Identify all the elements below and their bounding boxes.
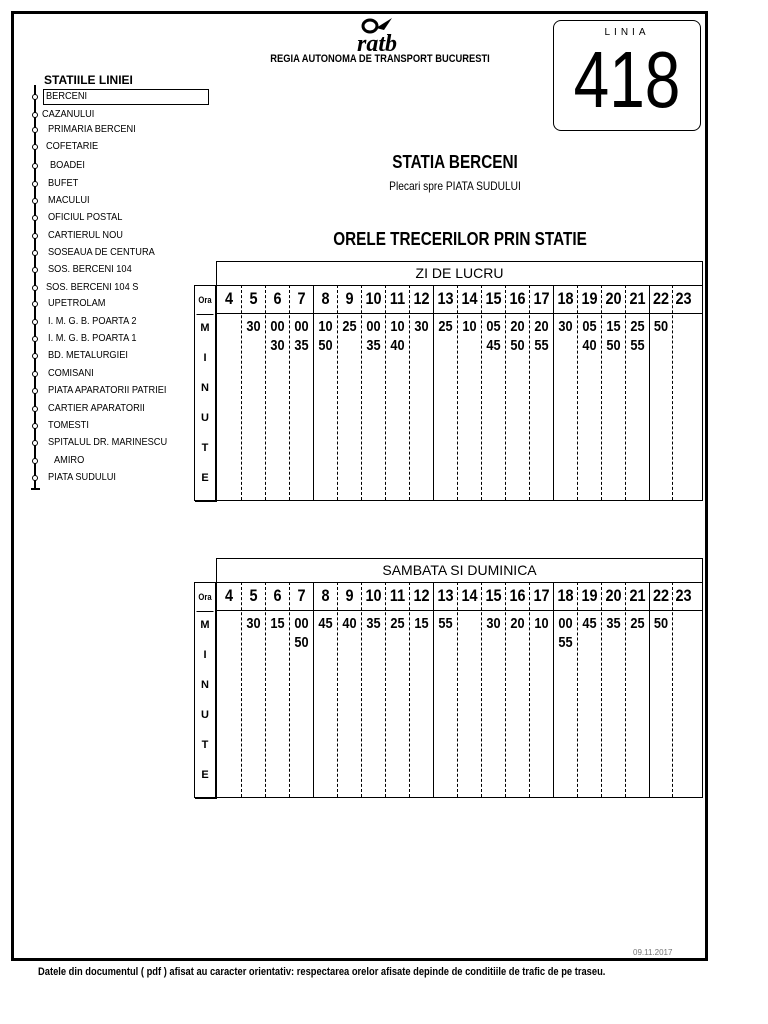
minutes-label-letter: E: [201, 769, 209, 781]
timetable-header: SAMBATA SI DUMINICA: [216, 558, 703, 583]
stop-name: COFETARIE: [46, 140, 99, 152]
hour-label: 21: [629, 289, 646, 308]
timetable-grid: [216, 582, 703, 798]
departure-minute: 25: [438, 318, 453, 335]
departure-minute: 45: [486, 337, 501, 354]
minutes-label-letter: U: [201, 412, 209, 424]
departure-minute: 05: [486, 318, 501, 335]
stop-name: BERCENI: [46, 90, 88, 102]
departure-minute: 45: [582, 615, 597, 632]
hour-label: 19: [581, 586, 598, 605]
hour-column: [505, 285, 529, 500]
hour-label: 15: [485, 289, 502, 308]
hour-column: [385, 582, 409, 797]
hour-label: 20: [605, 289, 622, 308]
disclaimer: Datele din documentul ( pdf ) afisat au caracter orientativ: respectarea orelor afisate depinde de conditiile de trafic de pe traseu.: [38, 966, 606, 978]
minutes-label-letter: I: [203, 352, 207, 364]
hour-label: 11: [389, 586, 406, 605]
departure-minute: 50: [510, 337, 525, 354]
departure-minute: 55: [630, 337, 645, 354]
stop-marker: [32, 250, 38, 256]
print-date: 09.11.2017: [633, 948, 673, 957]
stop-marker: [32, 94, 38, 100]
departure-minute: 25: [342, 318, 357, 335]
departure-minute: 30: [246, 318, 261, 335]
departure-minute: 25: [630, 318, 645, 335]
departure-minute: 55: [534, 337, 549, 354]
stop-marker: [32, 353, 38, 359]
hour-label: 23: [675, 289, 692, 308]
route-line-end: [31, 488, 40, 490]
stop-marker: [32, 181, 38, 187]
hour-label: 12: [413, 586, 430, 605]
minutes-label-letter: N: [201, 679, 209, 691]
departure-minute: 00: [366, 318, 381, 335]
stop-name: CARTIERUL NOU: [48, 229, 123, 241]
hour-column: [289, 285, 313, 500]
departure-minute: 55: [558, 634, 573, 651]
hour-column: [672, 582, 694, 797]
hour-label: 7: [297, 586, 306, 605]
departure-minute: 35: [606, 615, 621, 632]
hour-column: [217, 285, 241, 500]
timetable-title: ORELE TRECERILOR PRIN STATIE: [333, 229, 587, 249]
departure-minute: 10: [462, 318, 477, 335]
route-label: LINIA: [604, 27, 650, 38]
departure-minute: 15: [270, 615, 285, 632]
stop-name: MACULUI: [48, 194, 90, 206]
hour-label: 10: [365, 586, 382, 605]
stop-marker: [32, 423, 38, 429]
hour-column: [241, 582, 265, 797]
departure-minute: 55: [438, 615, 453, 632]
hour-column: [577, 285, 601, 500]
stop-marker: [32, 440, 38, 446]
timetable-header: ZI DE LUCRU: [216, 261, 703, 286]
hour-column: [361, 285, 385, 500]
hour-label: 5: [249, 289, 258, 308]
departure-minute: 50: [653, 615, 669, 632]
hour-label: 6: [273, 289, 282, 308]
departure-minute: 25: [630, 615, 645, 632]
hour-label: 5: [249, 586, 258, 605]
hour-label: 14: [461, 289, 478, 308]
departure-minute: 50: [318, 337, 333, 354]
hour-column: [553, 285, 577, 500]
minutes-label-letter: T: [201, 442, 209, 454]
hour-column: [289, 582, 313, 797]
hour-column: [457, 582, 481, 797]
departure-minute: 50: [653, 318, 669, 335]
stop-marker: [32, 301, 38, 307]
stop-marker: [32, 406, 38, 412]
stop-marker: [32, 127, 38, 133]
hour-column: [529, 582, 553, 797]
hour-column: [433, 582, 457, 797]
hour-column: [553, 582, 577, 797]
hour-label: 6: [273, 586, 282, 605]
hour-label: 17: [533, 289, 550, 308]
hour-column: [481, 582, 505, 797]
hour-label: 9: [345, 586, 354, 605]
hour-column: [265, 285, 289, 500]
hour-label: 22: [652, 289, 670, 308]
stop-marker: [32, 475, 38, 481]
hour-row-label: Ora: [197, 583, 214, 612]
hour-label: 14: [461, 586, 478, 605]
hour-column: [337, 285, 361, 500]
minutes-label-letter: I: [203, 649, 207, 661]
stop-name: SOSEAUA DE CENTURA: [48, 246, 155, 258]
stop-name: UPETROLAM: [48, 297, 106, 309]
stop-name: PIATA SUDULUI: [48, 471, 116, 483]
departure-minute: 05: [582, 318, 597, 335]
departure-minute: 00: [558, 615, 573, 632]
stop-name: CARTIER APARATORII: [48, 402, 145, 414]
departure-minute: 00: [294, 318, 309, 335]
stop-name: TOMESTI: [48, 419, 89, 431]
hour-label: 19: [581, 289, 598, 308]
departure-minute: 25: [390, 615, 405, 632]
logo-text: ratb: [356, 31, 398, 56]
hour-column: [601, 285, 625, 500]
hour-column: [625, 582, 649, 797]
departure-minute: 30: [414, 318, 429, 335]
stop-name: BUFET: [48, 177, 79, 189]
stop-name: I. M. G. B. POARTA 1: [48, 332, 137, 344]
stop-name: COMISANI: [48, 367, 94, 379]
timetable-grid: [216, 285, 703, 501]
departure-minute: 10: [390, 318, 405, 335]
hour-label: 12: [413, 289, 430, 308]
hour-column: [457, 285, 481, 500]
departure-minute: 10: [318, 318, 333, 335]
departure-minute: 30: [558, 318, 573, 335]
departure-minute: 40: [390, 337, 405, 354]
hour-label: 13: [437, 586, 454, 605]
hour-column: [409, 285, 433, 500]
hour-column: [481, 285, 505, 500]
departure-minute: 50: [606, 337, 621, 354]
hour-label: 4: [224, 586, 234, 605]
hour-label: 21: [629, 586, 646, 605]
hour-column: [313, 582, 337, 797]
stop-name: PIATA APARATORII PATRIEI: [48, 384, 167, 396]
stop-name: CAZANULUI: [42, 108, 95, 120]
hour-column: [529, 285, 553, 500]
hour-label: 11: [389, 289, 406, 308]
stop-name: AMIRO: [54, 454, 85, 466]
station-title: STATIA BERCENI: [392, 152, 518, 172]
timetable-side-column: [194, 285, 216, 501]
minutes-label-letter: M: [200, 619, 210, 631]
hour-label: 15: [485, 586, 502, 605]
departure-minute: 15: [606, 318, 621, 335]
stop-name: BOADEI: [50, 159, 85, 171]
departure-minute: 20: [534, 318, 549, 335]
hour-column: [433, 285, 457, 500]
minutes-label-letter: E: [201, 472, 209, 484]
stop-marker: [32, 233, 38, 239]
timetable-side-column: [194, 582, 216, 798]
hour-label: 7: [297, 289, 306, 308]
stop-marker: [32, 215, 38, 221]
hour-label: 16: [509, 289, 526, 308]
stop-marker: [32, 319, 38, 325]
stop-marker: [32, 371, 38, 377]
hour-column: [361, 582, 385, 797]
departure-minute: 10: [534, 615, 549, 632]
hour-column: [625, 285, 649, 500]
departure-minute: 30: [270, 337, 285, 354]
minutes-label-letter: N: [201, 382, 209, 394]
hour-column: [601, 582, 625, 797]
hour-label: 16: [509, 586, 526, 605]
stop-marker: [32, 112, 38, 118]
hour-label: 8: [321, 586, 330, 605]
hour-column: [337, 582, 361, 797]
stop-name: SOS. BERCENI 104 S: [46, 281, 139, 293]
organization-name: REGIA AUTONOMA DE TRANSPORT BUCURESTI: [270, 53, 490, 65]
stop-name: OFICIUL POSTAL: [48, 211, 123, 223]
hour-column: [265, 582, 289, 797]
route-number: 418: [573, 35, 681, 124]
stop-name: SOS. BERCENI 104: [48, 263, 132, 275]
departure-minute: 20: [510, 318, 525, 335]
departure-minute: 35: [294, 337, 309, 354]
stops-list-title: STATIILE LINIEI: [44, 73, 133, 87]
hour-column: [672, 285, 694, 500]
stop-name: PRIMARIA BERCENI: [48, 123, 136, 135]
stop-marker: [32, 285, 38, 291]
hour-column: [649, 582, 672, 797]
departure-minute: 00: [294, 615, 309, 632]
direction-label: Plecari spre PIATA SUDULUI: [389, 179, 521, 193]
departure-minute: 40: [582, 337, 597, 354]
departure-minute: 00: [270, 318, 285, 335]
hour-label: 23: [675, 586, 692, 605]
hour-label: 18: [557, 289, 574, 308]
hour-column: [649, 285, 672, 500]
hour-label: 17: [533, 586, 550, 605]
hour-column: [577, 582, 601, 797]
departure-minute: 15: [414, 615, 429, 632]
minutes-label-letter: U: [201, 709, 209, 721]
stop-marker: [32, 388, 38, 394]
departure-minute: 30: [246, 615, 261, 632]
departure-minute: 40: [342, 615, 357, 632]
stop-marker: [32, 458, 38, 464]
route-number-box: [553, 20, 701, 131]
hour-label: 10: [365, 289, 382, 308]
stop-marker: [32, 336, 38, 342]
stop-name: BD. METALURGIEI: [48, 349, 128, 361]
hour-column: [313, 285, 337, 500]
hour-column: [385, 285, 409, 500]
hour-column: [409, 582, 433, 797]
stop-marker: [32, 198, 38, 204]
hour-label: 22: [652, 586, 670, 605]
hour-row-label: Ora: [197, 286, 214, 315]
hour-column: [505, 582, 529, 797]
stop-name: I. M. G. B. POARTA 2: [48, 315, 137, 327]
hour-label: 20: [605, 586, 622, 605]
departure-minute: 35: [366, 337, 381, 354]
departure-minute: 30: [486, 615, 501, 632]
hour-label: 4: [224, 289, 234, 308]
hour-label: 9: [345, 289, 354, 308]
hour-label: 18: [557, 586, 574, 605]
stop-marker: [32, 144, 38, 150]
departure-minute: 50: [294, 634, 309, 651]
minutes-label-letter: M: [200, 322, 210, 334]
departure-minute: 20: [510, 615, 525, 632]
stop-marker: [32, 267, 38, 273]
hour-column: [241, 285, 265, 500]
hour-label: 8: [321, 289, 330, 308]
departure-minute: 35: [366, 615, 381, 632]
ratb-logo: [346, 16, 408, 56]
minutes-label-letter: T: [201, 739, 209, 751]
hour-column: [217, 582, 241, 797]
stop-marker: [32, 163, 38, 169]
hour-label: 13: [437, 289, 454, 308]
stop-name: SPITALUL DR. MARINESCU: [48, 436, 168, 448]
departure-minute: 45: [318, 615, 333, 632]
